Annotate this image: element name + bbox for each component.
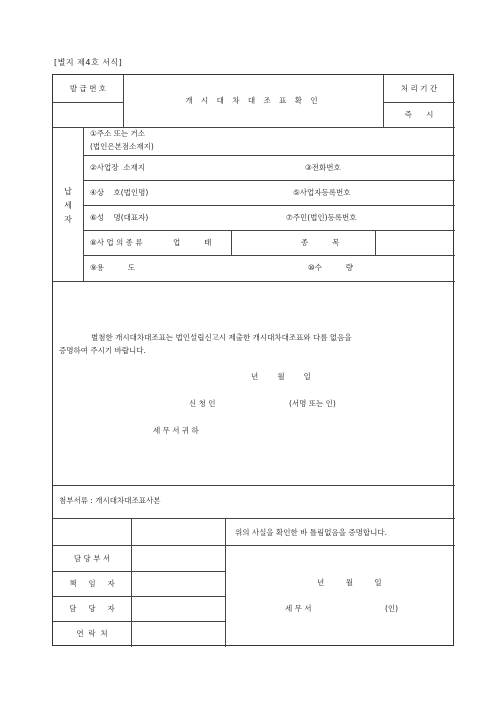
processing-period-label: 처 리 기 간 bbox=[400, 84, 438, 93]
seal-label: (인) bbox=[385, 604, 399, 613]
divider bbox=[383, 102, 455, 103]
issue-number-label: 발 급 번 호 bbox=[69, 84, 107, 93]
divider bbox=[53, 571, 225, 572]
divider bbox=[53, 127, 455, 128]
divider bbox=[83, 155, 455, 156]
quantity-label: ⑩수 량 bbox=[308, 263, 354, 272]
officer-in-charge-label: 담 당 자 bbox=[69, 604, 115, 613]
taxpayer-side-label: 납세자 bbox=[64, 187, 72, 224]
divider bbox=[83, 205, 455, 206]
divider bbox=[83, 230, 455, 231]
signature-label: (서명 또는 인) bbox=[289, 399, 336, 408]
business-type-label: ⑧사 업 의 종 류 bbox=[90, 238, 143, 247]
confirmation-text: 위의 사실을 확인한 바 틀림없음을 증명합니다. bbox=[235, 528, 387, 537]
resident-number-label: ⑦주민(법인)등록번호 bbox=[286, 213, 357, 222]
tax-office-addressee: 세 무 서 귀 하 bbox=[153, 426, 199, 435]
applicant-label: 신 청 인 bbox=[189, 399, 216, 408]
purpose-label: ⑨용 도 bbox=[90, 263, 136, 272]
divider bbox=[231, 230, 232, 255]
phone-label: ③전화번호 bbox=[305, 163, 341, 172]
tax-office-label: 세 무 서 bbox=[285, 604, 312, 613]
business-category-label: 업 태 bbox=[173, 238, 212, 247]
form-number-label: [별지 제4호 서식] bbox=[54, 58, 123, 67]
divider bbox=[131, 518, 132, 647]
confirmation-form bbox=[52, 74, 454, 646]
application-date: 년 월 일 bbox=[251, 372, 311, 381]
attachment-note: 첨부서류 : 개시대차대조표사본 bbox=[59, 496, 161, 505]
divider bbox=[53, 485, 455, 486]
divider bbox=[83, 127, 84, 281]
confirmation-date: 년 월 일 bbox=[317, 578, 382, 587]
department-label: 담 당 부 서 bbox=[73, 554, 111, 563]
address-label: ①주소 또는 거소 bbox=[90, 129, 145, 138]
statement-line-2: 증명하여 주시기 바랍니다. bbox=[59, 346, 146, 355]
contact-label: 연 락 처 bbox=[76, 629, 108, 638]
divider bbox=[225, 518, 226, 647]
address-sublabel: (법인은본점소재지) bbox=[90, 142, 154, 151]
divider bbox=[383, 75, 384, 127]
representative-name-label: ⑥성 명(대표자) bbox=[90, 213, 149, 222]
divider bbox=[83, 255, 455, 256]
responsible-officer-label: 책 임 자 bbox=[69, 579, 115, 588]
divider bbox=[53, 102, 123, 103]
divider bbox=[123, 75, 124, 127]
divider bbox=[53, 518, 455, 519]
divider bbox=[375, 230, 376, 255]
form-title: 개 시 대 차 대 조 표 확 인 bbox=[185, 96, 321, 105]
divider bbox=[53, 281, 455, 282]
divider bbox=[53, 596, 225, 597]
business-registration-label: ⑤사업자등록번호 bbox=[293, 188, 351, 197]
statement-line-1: 별첨한 개시대차대조표는 법인설립신고시 제출한 개시대차대조표와 다름 없음을 bbox=[91, 333, 352, 342]
divider bbox=[53, 621, 225, 622]
divider bbox=[83, 180, 455, 181]
item-label: 종 목 bbox=[301, 238, 340, 247]
divider bbox=[53, 545, 455, 546]
trade-name-label: ④상 호(법인명) bbox=[90, 188, 149, 197]
business-location-label: ②사업장 소재지 bbox=[90, 163, 145, 172]
processing-period-value: 즉 시 bbox=[404, 110, 434, 119]
